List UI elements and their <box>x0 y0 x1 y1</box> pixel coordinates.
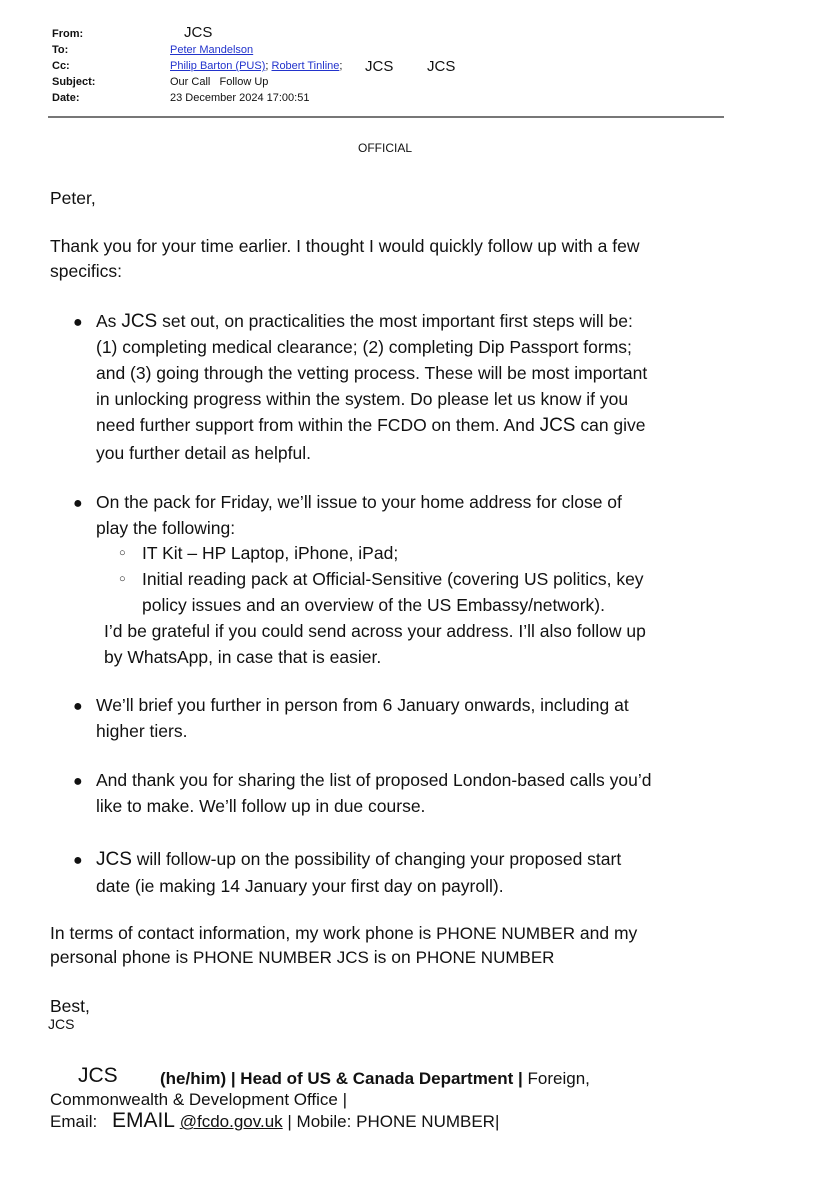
bullet-3-line-2: higher tiers. <box>96 721 188 741</box>
cc-separator: ; <box>339 60 343 72</box>
contact-line-2: personal phone is PHONE NUMBER JCS is on PHONE NUMBER <box>50 947 555 967</box>
bullet-dot-icon: ● <box>73 698 83 715</box>
subject-label: Subject: <box>52 76 96 88</box>
signature-contact: Email: EMAIL @fcdo.gov.uk | Mobile: PHONE NUMBER| <box>50 1109 500 1132</box>
bullet-1-line-6: you further detail as helpful. <box>96 443 311 463</box>
cc-link-tinline[interactable]: Robert Tinline <box>271 60 340 72</box>
bullet-4-line-1: And thank you for sharing the list of proposed London-based calls you’d <box>96 770 652 790</box>
from-value: JCS <box>184 24 213 41</box>
date-label: Date: <box>52 92 80 104</box>
bullet-4-line-2: like to make. We’ll follow up in due course. <box>96 796 426 816</box>
signoff-name: JCS <box>48 1016 75 1032</box>
from-label: From: <box>52 28 84 40</box>
cc-value <box>170 60 342 72</box>
signoff-best: Best, <box>50 996 90 1016</box>
bullet-dot-icon: ● <box>73 314 83 331</box>
email-domain-link[interactable]: @fcdo.gov.uk <box>179 1112 283 1131</box>
redacted-name: JCS <box>539 415 576 436</box>
signature-org: Commonwealth & Development Office | <box>50 1090 348 1109</box>
bullet-1-line-5: need further support from within the FCDO on them. And JCS can give <box>96 415 646 436</box>
cc-link-barton[interactable]: Philip Barton (PUS) <box>170 60 266 72</box>
bullet-1-line-4: in unlocking progress within the system. Do please let us know if you <box>96 389 629 409</box>
signature-name: JCS <box>78 1064 118 1087</box>
redacted-name: JCS <box>121 311 158 332</box>
date-value: 23 December 2024 17:00:51 <box>170 92 310 104</box>
bullet-1-line-3: and (3) going through the vetting process. These will be most important <box>96 363 648 383</box>
cc-label: Cc: <box>52 60 70 72</box>
bullet-2-line-2: play the following: <box>96 518 236 538</box>
bullet-2-tail-1: I’d be grateful if you could send across your address. I’ll also follow up <box>104 621 646 641</box>
redacted-phone: PHONE NUMBER <box>193 948 332 967</box>
cc-redacted-name: JCS <box>427 58 456 75</box>
bullet-1-line-1: As JCS set out, on practicalities the most important first steps will be: <box>96 311 633 332</box>
sub-bullet-circle-icon: ○ <box>119 573 126 585</box>
bullet-dot-icon: ● <box>73 495 83 512</box>
bullet-dot-icon: ● <box>73 773 83 790</box>
bullet-dot-icon: ● <box>73 852 83 869</box>
contact-line-1: In terms of contact information, my work phone is PHONE NUMBER and my <box>50 923 638 943</box>
bullet-2-sub-2-line-1: Initial reading pack at Official-Sensitive (covering US politics, key <box>142 569 644 589</box>
redacted-phone: PHONE NUMBER <box>436 924 576 943</box>
bullet-2-sub-2-line-2: policy issues and an overview of the US Embassy/network). <box>142 595 605 615</box>
classification-marking: OFFICIAL <box>358 141 413 155</box>
sub-bullet-circle-icon: ○ <box>119 547 126 559</box>
bullet-5-line-1: JCS will follow-up on the possibility of changing your proposed start <box>96 849 622 870</box>
cc-redacted-name: JCS <box>365 58 394 75</box>
bullet-2-tail-2: by WhatsApp, in case that is easier. <box>104 647 382 667</box>
intro-line-2: specifics: <box>50 261 122 281</box>
bullet-3-line-1: We’ll brief you further in person from 6 January onwards, including at <box>96 695 629 715</box>
redacted-email: EMAIL <box>111 1109 175 1132</box>
redacted-phone: PHONE NUMBER <box>415 948 555 967</box>
bullet-1-line-2: (1) completing medical clearance; (2) completing Dip Passport forms; <box>96 337 632 357</box>
bullet-5-line-2: date (ie making 14 January your first day on payroll). <box>96 876 504 896</box>
bullet-2-sub-1: IT Kit – HP Laptop, iPhone, iPad; <box>142 543 399 563</box>
intro-line-1: Thank you for your time earlier. I thought I would quickly follow up with a few <box>50 236 640 256</box>
redacted-name: JCS <box>336 948 369 967</box>
salutation: Peter, <box>50 188 96 208</box>
to-link[interactable]: Peter Mandelson <box>170 44 254 56</box>
redacted-name: JCS <box>96 849 132 870</box>
redacted-phone: PHONE NUMBER <box>356 1112 495 1131</box>
signature-title: (he/him) | Head of US & Canada Department | Foreign, <box>160 1069 590 1088</box>
bullet-2-line-1: On the pack for Friday, we’ll issue to your home address for close of <box>96 492 622 512</box>
cc-separator: ; <box>265 60 269 72</box>
subject-value: Our Call Follow Up <box>170 76 269 88</box>
to-label: To: <box>52 44 69 56</box>
header-divider <box>48 116 724 118</box>
